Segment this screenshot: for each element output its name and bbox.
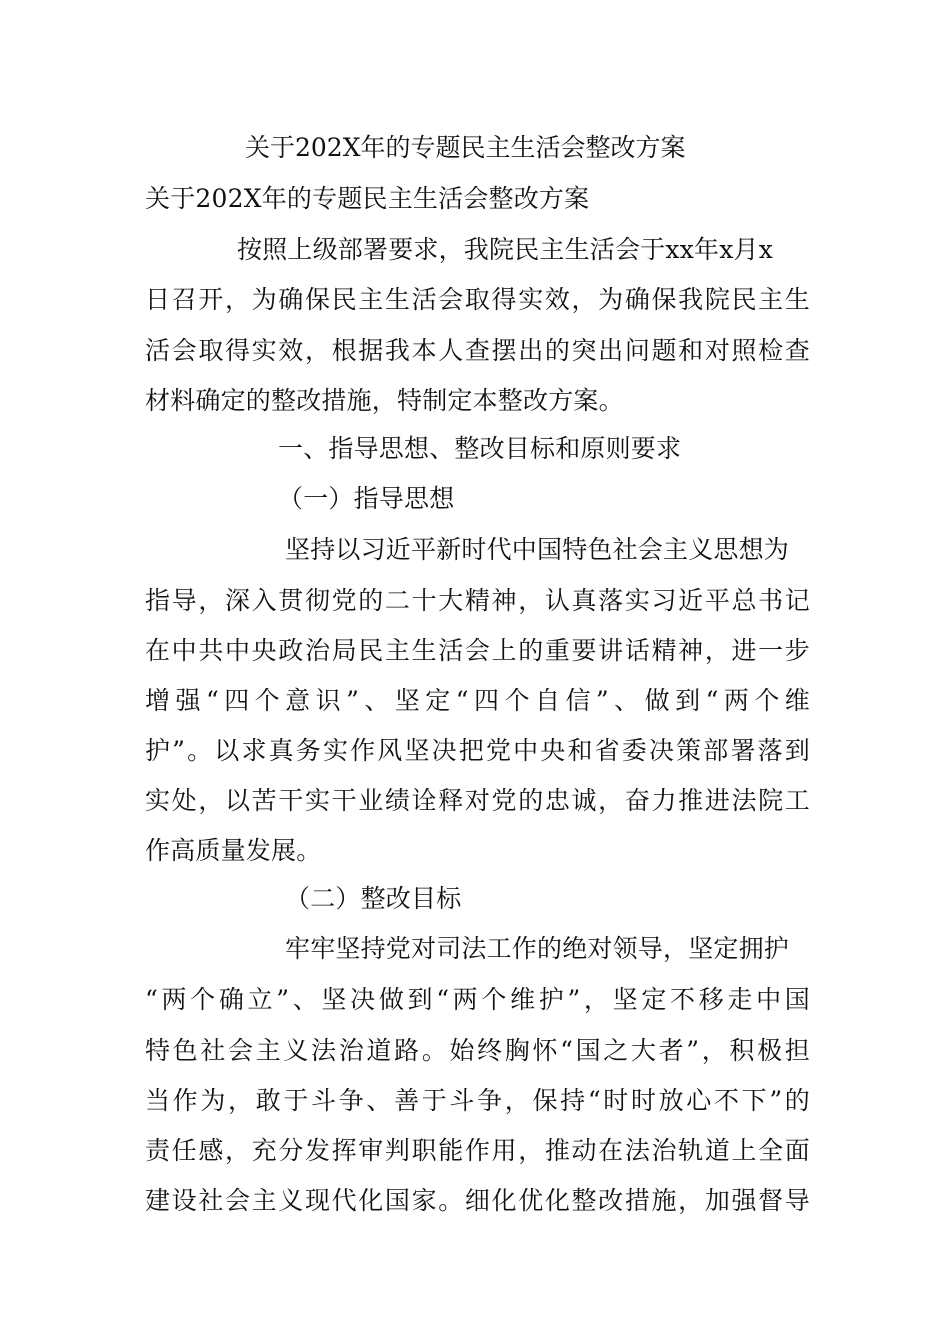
- intro-line-1: 按照上级部署要求，我院民主生活会于xx年x月x: [237, 235, 773, 264]
- guiding-line-6: 实处，以苦干实干业绩诠释对党的忠诚，奋力推进法院工: [145, 786, 810, 815]
- goal-line-5: 责任感，充分发挥审判职能作用，推动在法治轨道上全面: [145, 1136, 810, 1165]
- intro-line-3: 活会取得实效，根据我本人查摆出的突出问题和对照检查: [145, 336, 810, 365]
- guiding-line-5: 护”。以求真务实作风坚决把党中央和省委决策部署落到: [145, 736, 810, 765]
- document-title: 关于202X年的专题民主生活会整改方案: [245, 133, 686, 162]
- goal-line-1: 牢牢坚持党对司法工作的绝对领导，坚定拥护: [285, 934, 790, 963]
- guiding-line-3: 在中共中央政治局民主生活会上的重要讲话精神，进一步: [145, 636, 810, 665]
- goal-line-4: 当作为，敢于斗争、善于斗争，保持“时时放心不下”的: [145, 1086, 810, 1115]
- subsection-heading-guiding: （一）指导思想: [278, 484, 455, 513]
- section-heading-1: 一、指导思想、整改目标和原则要求: [278, 434, 682, 463]
- subsection-heading-goals: （二）整改目标: [285, 884, 462, 913]
- intro-line-4: 材料确定的整改措施，特制定本整改方案。: [145, 386, 624, 415]
- goal-line-3: 特色社会主义法治道路。始终胸怀“国之大者”，积极担: [145, 1036, 810, 1065]
- intro-line-2: 日召开，为确保民主生活会取得实效，为确保我院民主生: [145, 285, 810, 314]
- document-subtitle: 关于202X年的专题民主生活会整改方案: [145, 184, 590, 213]
- guiding-line-7: 作高质量发展。: [145, 836, 322, 865]
- guiding-line-2: 指导，深入贯彻党的二十大精神，认真落实习近平总书记: [145, 586, 810, 615]
- goal-line-6: 建设社会主义现代化国家。细化优化整改措施，加强督导: [145, 1186, 810, 1215]
- goal-line-2: “两个确立”、坚决做到“两个维护”，坚定不移走中国: [145, 985, 810, 1014]
- guiding-line-4: 增强“四个意识”、坚定“四个自信”、做到“两个维: [145, 686, 810, 715]
- guiding-line-1: 坚持以习近平新时代中国特色社会主义思想为: [285, 535, 790, 564]
